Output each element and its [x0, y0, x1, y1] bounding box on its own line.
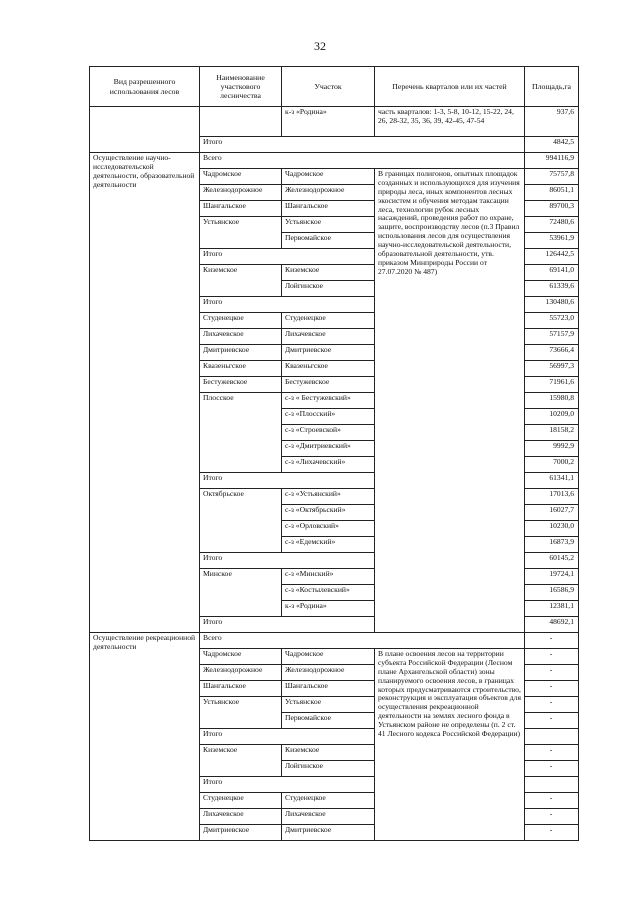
quarters-cell: часть кварталов: 1-3, 5-8, 10-12, 15-22, 24, 26, 28-32, 35, 36, 39, 42-45, 47-54	[375, 107, 525, 137]
section-cell: Лихачевское	[282, 329, 375, 345]
section-cell: Лихачевское	[282, 809, 375, 825]
section-cell: Железнодорожное	[282, 665, 375, 681]
section-cell: с-з « Бестужевский»	[282, 393, 375, 409]
area-cell: 75757,8	[525, 169, 579, 185]
section-cell: с-з «Минский»	[282, 569, 375, 585]
area-cell: -	[525, 809, 579, 825]
area-cell: 89700,3	[525, 201, 579, 217]
forestry-cell: Минское	[200, 569, 282, 617]
area-cell: -	[525, 681, 579, 697]
header-usage: Вид разрешенного использования лесов	[90, 67, 200, 107]
area-cell: 53961,9	[525, 233, 579, 249]
section-cell: с-з «Плосский»	[282, 409, 375, 425]
section-cell: Устьянское	[282, 697, 375, 713]
header-quarters: Перечень кварталов или их частей	[375, 67, 525, 107]
section-cell: Устьянское	[282, 217, 375, 233]
subtotal-label: Итого	[200, 137, 525, 153]
science-total-area: 994116,9	[525, 153, 579, 169]
forestry-cell: Лихачевское	[200, 809, 282, 825]
forestry-cell: Устьянское	[200, 697, 282, 729]
header-forestry: Наименование участкового лесничества	[200, 67, 282, 107]
area-cell: 15980,8	[525, 393, 579, 409]
area-cell: 56997,3	[525, 361, 579, 377]
area-cell: 61341,1	[525, 473, 579, 489]
forestry-cell: Студенецкое	[200, 313, 282, 329]
area-cell: 19724,1	[525, 569, 579, 585]
forestry-cell: Железнодорожное	[200, 665, 282, 681]
forestry-cell	[200, 107, 282, 137]
science-usage-cell: Осуществление научно-исследовательской деятельности, образовательной деятельности	[90, 153, 200, 633]
section-cell: к-з «Родина»	[282, 107, 375, 137]
science-total-row	[90, 153, 579, 169]
area-cell: -	[525, 713, 579, 729]
area-cell: 71961,6	[525, 377, 579, 393]
area-cell	[525, 777, 579, 793]
forestry-cell: Устьянское	[200, 217, 282, 249]
area-cell: 86051,1	[525, 185, 579, 201]
area-cell: 48692,1	[525, 617, 579, 633]
area-cell: 12381,1	[525, 601, 579, 617]
forestry-cell: Плосское	[200, 393, 282, 473]
subtotal-label: Итого	[200, 729, 375, 745]
area-cell: 60145,2	[525, 553, 579, 569]
area-cell: 72480,6	[525, 217, 579, 233]
area-cell: 61339,6	[525, 281, 579, 297]
usage-cell-continued	[90, 107, 200, 153]
area-cell: 69141,0	[525, 265, 579, 281]
section-cell: с-з «Устьянский»	[282, 489, 375, 505]
area-cell: 73666,4	[525, 345, 579, 361]
section-cell: Первомайское	[282, 713, 375, 729]
section-cell: с-з «Орловский»	[282, 521, 375, 537]
forestry-cell: Лихачевское	[200, 329, 282, 345]
recreation-usage-cell: Осуществление рекреационной деятельности	[90, 633, 200, 841]
area-cell: 937,6	[525, 107, 579, 137]
section-cell: Шангальское	[282, 201, 375, 217]
area-cell	[525, 729, 579, 745]
area-cell: -	[525, 761, 579, 777]
area-cell: -	[525, 697, 579, 713]
forestry-cell: Шангальское	[200, 201, 282, 217]
section-cell: Квазеньгское	[282, 361, 375, 377]
forestry-cell: Квазеньгское	[200, 361, 282, 377]
forest-use-table	[89, 66, 579, 841]
section-cell: Лойгинское	[282, 761, 375, 777]
area-cell: 57157,9	[525, 329, 579, 345]
section-cell: с-з «Дмитриевский»	[282, 441, 375, 457]
area-cell: 16027,7	[525, 505, 579, 521]
science-quarters-cell: В границах полигонов, опытных площадок созданных и использующихся для изучения природы леса, иных компонентов лесных экосистем и обучения методам таксации леса, технологии рубок лесных насаждений, проведения работ по охране, защите, воспроизводству лесов (п.3 Правил использования лесов для осуществления научно-исследовательской деятельности, образовательной деятельности, утв. приказом Минприроды России от 27.07.2020 № 487)	[375, 169, 525, 633]
subtotal-label: Итого	[200, 473, 375, 489]
forestry-cell: Железнодорожное	[200, 185, 282, 201]
area-cell: -	[525, 665, 579, 681]
header-area: Площадь,га	[525, 67, 579, 107]
forestry-cell: Дмитриевское	[200, 825, 282, 841]
recreation-total-label: Всего	[200, 633, 525, 649]
science-total-label: Всего	[200, 153, 525, 169]
area-cell: 18158,2	[525, 425, 579, 441]
area-cell: 7000,2	[525, 457, 579, 473]
section-cell: Лойгинское	[282, 281, 375, 297]
area-cell: 55723,0	[525, 313, 579, 329]
area-cell: 9992,9	[525, 441, 579, 457]
subtotal-label: Итого	[200, 297, 375, 313]
area-cell: 10230,0	[525, 521, 579, 537]
section-cell: Киземское	[282, 265, 375, 281]
area-cell: 16873,9	[525, 537, 579, 553]
forestry-cell: Дмитриевское	[200, 345, 282, 361]
recreation-total-row	[90, 633, 579, 649]
area-cell: -	[525, 825, 579, 841]
section-cell: Дмитриевское	[282, 825, 375, 841]
forestry-cell: Бестужевское	[200, 377, 282, 393]
area-cell: -	[525, 745, 579, 761]
section-cell: Шангальское	[282, 681, 375, 697]
section-cell: Чадромское	[282, 649, 375, 665]
section-cell: Бестужевское	[282, 377, 375, 393]
forestry-cell: Чадромское	[200, 169, 282, 185]
section-cell: с-з «Октябрьский»	[282, 505, 375, 521]
section-cell: с-з «Лихачевский»	[282, 457, 375, 473]
subtotal-label: Итого	[200, 553, 375, 569]
recreation-total-area: -	[525, 633, 579, 649]
section-cell: Студенецкое	[282, 793, 375, 809]
area-cell: 4842,5	[525, 137, 579, 153]
page-number: 32	[314, 39, 326, 53]
area-cell: 10209,0	[525, 409, 579, 425]
header-section: Участок	[282, 67, 375, 107]
section-cell: с-з «Костылевский»	[282, 585, 375, 601]
table-header-row	[90, 67, 579, 107]
subtotal-label: Итого	[200, 249, 375, 265]
section-cell: Первомайское	[282, 233, 375, 249]
section-cell: с-з «Едемский»	[282, 537, 375, 553]
forestry-cell: Киземское	[200, 745, 282, 777]
section-cell: Железнодорожное	[282, 185, 375, 201]
area-cell: -	[525, 793, 579, 809]
recreation-quarters-cell: В плане освоения лесов на территории субъекта Российской Федерации (Лесном плане Архангельской области) зоны планируемого освоения лесов, в границах которых предусматриваются строительство, реконструкция и эксплуатация объектов для осуществления рекреационной деятельности на землях лесного фонда в Устьянском районе не определены (п. 2 ст. 41 Лесного кодекса Российской Федерации)	[375, 649, 525, 841]
area-cell: -	[525, 649, 579, 665]
table-row	[90, 107, 579, 137]
subtotal-label: Итого	[200, 777, 375, 793]
section-cell: к-з «Родина»	[282, 601, 375, 617]
area-cell: 130480,6	[525, 297, 579, 313]
area-cell: 17013,6	[525, 489, 579, 505]
subtotal-label: Итого	[200, 617, 375, 633]
area-cell: 126442,5	[525, 249, 579, 265]
forestry-cell: Шангальское	[200, 681, 282, 697]
forestry-cell: Октябрьское	[200, 489, 282, 553]
section-cell: Киземское	[282, 745, 375, 761]
forestry-cell: Чадромское	[200, 649, 282, 665]
section-cell: Студенецкое	[282, 313, 375, 329]
area-cell: 16586,9	[525, 585, 579, 601]
section-cell: Дмитриевское	[282, 345, 375, 361]
section-cell: Чадромское	[282, 169, 375, 185]
forestry-cell: Студенецкое	[200, 793, 282, 809]
section-cell: с-з «Строевской»	[282, 425, 375, 441]
forestry-cell: Киземское	[200, 265, 282, 297]
